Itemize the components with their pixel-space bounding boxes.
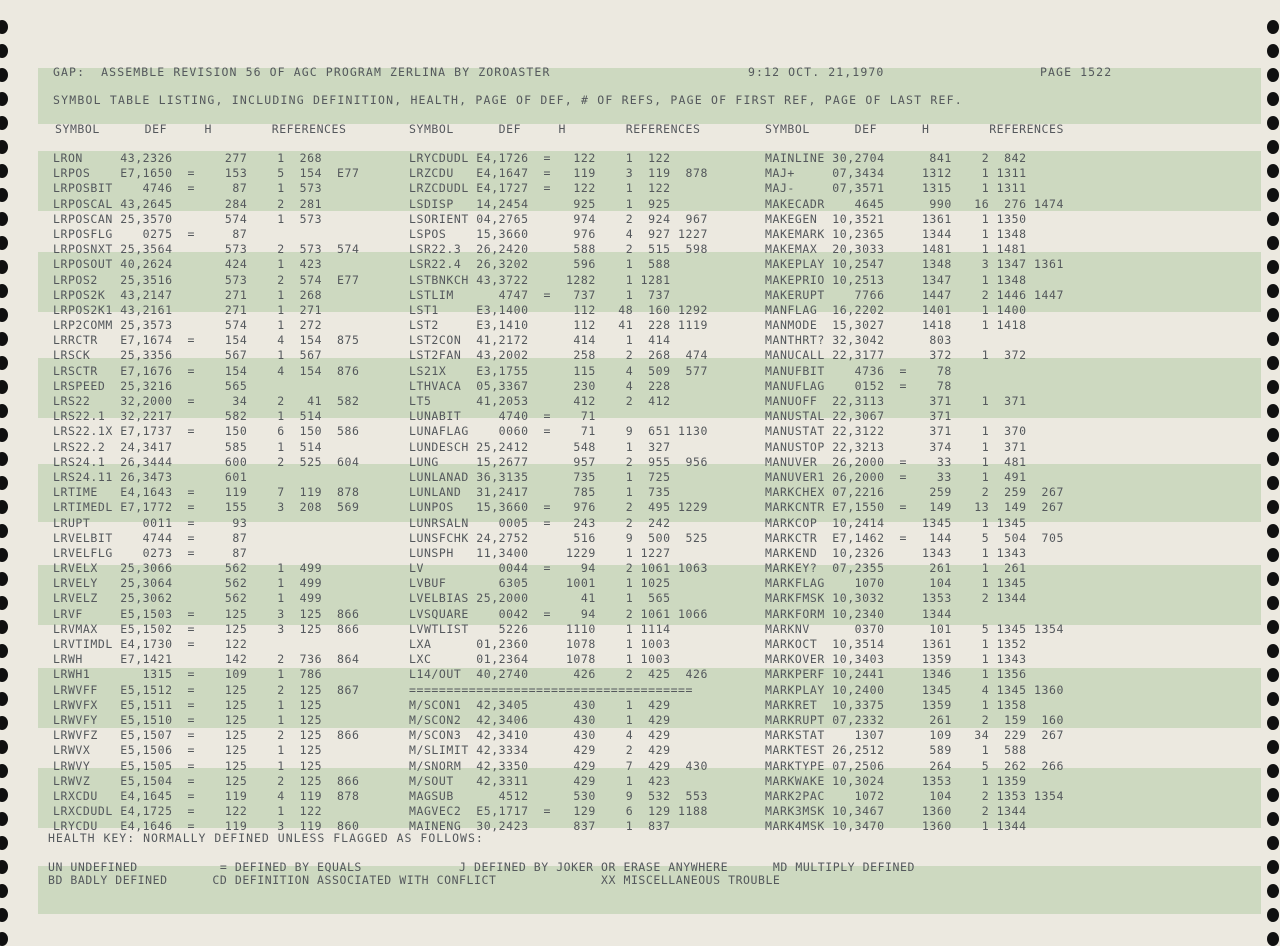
symbol-row: LXA 01,2360 1078 1 1003 xyxy=(409,637,671,651)
feed-hole xyxy=(0,764,8,778)
symbol-row: MAINENG 30,2423 837 1 837 xyxy=(409,819,671,834)
feed-hole xyxy=(1267,476,1279,490)
feed-hole xyxy=(1267,908,1279,922)
feed-hole xyxy=(0,644,8,658)
feed-hole xyxy=(0,116,8,130)
feed-hole xyxy=(1267,308,1279,322)
feed-hole xyxy=(0,740,8,754)
feed-hole xyxy=(0,500,8,514)
symbol-row: LRYCDU E4,1646 = 119 3 119 860 xyxy=(53,819,360,834)
symbol-row: MARKRUPT 07,2332 261 2 159 160 xyxy=(765,712,1064,727)
feed-hole xyxy=(0,404,8,418)
feed-hole xyxy=(0,476,8,490)
feed-hole xyxy=(0,596,8,610)
symbol-row: L14/OUT 40,2740 426 2 425 426 xyxy=(409,667,708,682)
feed-hole xyxy=(1267,812,1279,826)
symbol-row: LVSQUARE 0042 = 94 2 1061 1066 xyxy=(409,606,708,621)
feed-hole xyxy=(0,356,8,370)
symbol-row: LRWH1 1315 = 109 1 786 xyxy=(53,667,323,682)
symbol-row: MARKEND 10,2326 1343 1 1343 xyxy=(765,545,1027,560)
symbol-row: LRS24.1 26,3444 600 2 525 604 xyxy=(53,454,360,469)
symbol-row: MARKFLAG 1070 104 1 1345 xyxy=(765,576,1027,591)
symbol-row: MANUVER 26,2000 = 33 1 481 xyxy=(765,454,1027,469)
feed-hole xyxy=(0,548,8,562)
symbol-row: LSORIENT 04,2765 974 2 924 967 xyxy=(409,211,708,226)
symbol-row: LRVTIMDL E4,1730 = 122 xyxy=(53,637,248,651)
feed-hole xyxy=(1267,500,1279,514)
symbol-row: MANUCALL 22,3177 372 1 372 xyxy=(765,348,1027,363)
symbol-row: LRVELY 25,3064 562 1 499 xyxy=(53,576,323,591)
feed-hole xyxy=(0,260,8,274)
symbol-row: MARK2PAC 1072 104 2 1353 1354 xyxy=(765,788,1064,803)
feed-hole xyxy=(0,836,8,850)
feed-hole xyxy=(1267,380,1279,394)
feed-hole xyxy=(1267,548,1279,562)
symbol-row: LVBUF 6305 1001 1 1025 xyxy=(409,576,671,591)
symbol-row: LRPOS E7,1650 = 153 5 154 E77 xyxy=(53,166,360,181)
symbol-row: MARKSTAT 1307 109 34 229 267 xyxy=(765,728,1064,743)
symbol-row: LSR22.3 26,2420 588 2 515 598 xyxy=(409,242,708,257)
feed-hole xyxy=(0,716,8,730)
symbol-row: M/SNORM 42,3350 429 7 429 430 xyxy=(409,758,708,773)
feed-hole xyxy=(0,908,8,922)
symbol-row: LUNSFCHK 24,2752 516 9 500 525 xyxy=(409,530,708,545)
feed-hole xyxy=(1267,620,1279,634)
listing-subtitle: SYMBOL TABLE LISTING, INCLUDING DEFINITION, HEALTH, PAGE OF DEF, # OF REFS, PAGE OF FIRST REF, PAGE OF LAST REF. xyxy=(53,93,963,107)
symbol-row: LRWH E7,1421 142 2 736 864 xyxy=(53,652,360,667)
symbol-row: LRXCDU E4,1645 = 119 4 119 878 xyxy=(53,788,360,803)
symbol-row: LUNPOS 15,3660 = 976 2 495 1229 xyxy=(409,500,708,515)
feed-hole xyxy=(1267,140,1279,154)
symbol-row: LRWVFZ E5,1507 = 125 2 125 866 xyxy=(53,728,360,743)
feed-hole xyxy=(1267,428,1279,442)
symbol-row: M/SCON3 42,3410 430 4 429 xyxy=(409,728,671,743)
feed-hole xyxy=(0,164,8,178)
feed-hole xyxy=(1267,92,1279,106)
symbol-row: LSTLIM 4747 = 737 1 737 xyxy=(409,287,671,302)
symbol-row: MARKFMSK 10,3032 1353 2 1344 xyxy=(765,591,1027,606)
feed-hole xyxy=(0,812,8,826)
symbol-row: LRVELFLG 0273 = 87 xyxy=(53,545,248,560)
symbol-row: LRUPT 0011 = 93 xyxy=(53,515,248,530)
symbol-row: MAKEPLAY 10,2547 1348 3 1347 1361 xyxy=(765,257,1064,272)
health-key-title: HEALTH KEY: NORMALLY DEFINED UNLESS FLAGGED AS FOLLOWS: xyxy=(48,831,484,845)
symbol-row: MAKEPRIO 10,2513 1347 1 1348 xyxy=(765,272,1027,287)
symbol-row: MAINLINE 30,2704 841 2 842 xyxy=(765,151,1027,165)
feed-hole xyxy=(1267,332,1279,346)
symbol-row: MARKFORM 10,2340 1344 xyxy=(765,606,952,621)
feed-hole xyxy=(1267,284,1279,298)
symbol-row: LRPOSOUT 40,2624 424 1 423 xyxy=(53,257,323,272)
symbol-row: LRS22.1 32,2217 582 1 514 xyxy=(53,409,323,424)
feed-hole xyxy=(1267,188,1279,202)
symbol-row: LRZCDUDL E4,1727 = 122 1 122 xyxy=(409,181,671,196)
feed-hole xyxy=(1267,668,1279,682)
symbol-row: MARKCTR E7,1462 = 144 5 504 705 xyxy=(765,530,1064,545)
symbol-row: M/SOUT 42,3311 429 1 423 xyxy=(409,773,671,788)
symbol-row: MAGSUB 4512 530 9 532 553 xyxy=(409,788,708,803)
listing-datetime: 9:12 OCT. 21,1970 xyxy=(748,65,885,79)
symbol-row: LXC 01,2364 1078 1 1003 xyxy=(409,652,671,667)
symbol-row: LS21X E3,1755 115 4 509 577 xyxy=(409,363,708,378)
feed-hole xyxy=(1267,20,1279,34)
symbol-row: MAGVEC2 E5,1717 = 129 6 129 1188 xyxy=(409,804,708,819)
symbol-row: LRPOSBIT 4746 = 87 1 573 xyxy=(53,181,323,196)
symbol-row: LV 0044 = 94 2 1061 1063 xyxy=(409,561,708,576)
symbol-row: ====================================== xyxy=(409,682,693,697)
symbol-row: LRVELBIT 4744 = 87 xyxy=(53,530,248,545)
feed-hole xyxy=(1267,836,1279,850)
feed-hole xyxy=(1267,404,1279,418)
feed-hole xyxy=(1267,596,1279,610)
symbol-row: MARKCHEX 07,2216 259 2 259 267 xyxy=(765,485,1064,500)
symbol-row: MANUSTAT 22,3122 371 1 370 xyxy=(765,424,1027,439)
symbol-row: LRPOSFLG 0275 = 87 xyxy=(53,226,248,241)
symbol-row: LVELBIAS 25,2000 41 1 565 xyxy=(409,591,671,606)
feed-hole xyxy=(1267,740,1279,754)
symbol-row: LRPOS2K 43,2147 271 1 268 xyxy=(53,287,323,302)
symbol-row: LRWVY E5,1505 = 125 1 125 xyxy=(53,758,323,773)
symbol-row: LSTBNKCH 43,3722 1282 1 1281 xyxy=(409,272,671,287)
symbol-row: MARKCOP 10,2414 1345 1 1345 xyxy=(765,515,1027,530)
symbol-row: MARKNV 0370 101 5 1345 1354 xyxy=(765,621,1064,636)
symbol-row: MAKEGEN 10,3521 1361 1 1350 xyxy=(765,211,1027,226)
symbol-row: MANUFLAG 0152 = 78 xyxy=(765,378,952,393)
feed-hole xyxy=(1267,452,1279,466)
symbol-row: LUNRSALN 0005 = 243 2 242 xyxy=(409,515,671,530)
feed-hole xyxy=(1267,716,1279,730)
feed-hole xyxy=(1267,764,1279,778)
feed-hole xyxy=(0,884,8,898)
feed-hole xyxy=(0,620,8,634)
symbol-row: LRPOS2K1 43,2161 271 1 271 xyxy=(53,302,323,317)
feed-hole xyxy=(0,284,8,298)
feed-hole xyxy=(0,20,8,34)
feed-hole xyxy=(1267,44,1279,58)
symbol-row: MARKRET 10,3375 1359 1 1358 xyxy=(765,697,1027,712)
symbol-row: MARKCNTR E7,1550 = 149 13 149 267 xyxy=(765,500,1064,515)
feed-hole xyxy=(1267,236,1279,250)
feed-hole xyxy=(0,140,8,154)
symbol-row: MAKEMAX 20,3033 1481 1 1481 xyxy=(765,242,1027,257)
symbol-row: MARKOCT 10,3514 1361 1 1352 xyxy=(765,637,1027,651)
symbol-row: LST2CON 41,2172 414 1 414 xyxy=(409,333,671,348)
feed-hole xyxy=(0,668,8,682)
symbol-row: MARKEY? 07,2355 261 1 261 xyxy=(765,561,1027,576)
symbol-row: LRSCK 25,3356 567 1 567 xyxy=(53,348,323,363)
symbol-row: MARKOVER 10,3403 1359 1 1343 xyxy=(765,652,1027,667)
feed-hole xyxy=(0,572,8,586)
symbol-row: MAJ- 07,3571 1315 1 1311 xyxy=(765,181,1027,196)
symbol-row: LRVMAX E5,1502 = 125 3 125 866 xyxy=(53,621,360,636)
feed-hole xyxy=(1267,260,1279,274)
symbol-row: LRWVX E5,1506 = 125 1 125 xyxy=(53,743,323,758)
symbol-row: M/SCON1 42,3405 430 1 429 xyxy=(409,697,671,712)
feed-hole xyxy=(0,428,8,442)
feed-hole xyxy=(1267,356,1279,370)
feed-hole xyxy=(1267,884,1279,898)
symbol-row: LRTIME E4,1643 = 119 7 119 878 xyxy=(53,485,360,500)
symbol-row: LRWVFY E5,1510 = 125 1 125 xyxy=(53,712,323,727)
symbol-row: LRVF E5,1503 = 125 3 125 866 xyxy=(53,606,360,621)
feed-hole xyxy=(0,932,8,946)
symbol-row: LUNLANAD 36,3135 735 1 725 xyxy=(409,469,671,484)
symbol-row: LRS24.11 26,3473 601 xyxy=(53,469,248,484)
column-header-3: SYMBOL DEF H REFERENCES xyxy=(765,122,1064,136)
symbol-row: LSR22.4 26,3202 596 1 588 xyxy=(409,257,671,272)
symbol-row: LST1 E3,1400 112 48 160 1292 xyxy=(409,302,708,317)
symbol-row: MARKWAKE 10,3024 1353 1 1359 xyxy=(765,773,1027,788)
symbol-row: LRZCDU E4,1647 = 119 3 119 878 xyxy=(409,166,708,181)
symbol-row: LUNABIT 4740 = 71 xyxy=(409,409,596,424)
symbol-row: MANFLAG 16,2202 1401 1 1400 xyxy=(765,302,1027,317)
symbol-row: MANTHRT? 32,3042 803 xyxy=(765,333,952,348)
feed-hole xyxy=(1267,68,1279,82)
feed-hole xyxy=(1267,572,1279,586)
feed-hole xyxy=(1267,692,1279,706)
column-header-1: SYMBOL DEF H REFERENCES xyxy=(55,122,347,136)
feed-hole xyxy=(0,380,8,394)
symbol-row: LRWVFX E5,1511 = 125 1 125 xyxy=(53,697,323,712)
column-header-2: SYMBOL DEF H REFERENCES xyxy=(409,122,701,136)
symbol-row: MARKPERF 10,2441 1346 1 1356 xyxy=(765,667,1027,682)
symbol-row: LVWTLIST 5226 1110 1 1114 xyxy=(409,621,671,636)
feed-hole xyxy=(1267,116,1279,130)
symbol-row: LRPOS2 25,3516 573 2 574 E77 xyxy=(53,272,360,287)
symbol-row: LRWVZ E5,1504 = 125 2 125 866 xyxy=(53,773,360,788)
feed-hole xyxy=(0,308,8,322)
feed-hole xyxy=(0,212,8,226)
feed-hole xyxy=(0,332,8,346)
symbol-row: LRPOSCAN 25,3570 574 1 573 xyxy=(53,211,323,226)
symbol-row: LRSPEED 25,3216 565 xyxy=(53,378,248,393)
feed-hole xyxy=(0,92,8,106)
feed-hole xyxy=(0,788,8,802)
symbol-row: MANUSTOP 22,3213 374 1 371 xyxy=(765,439,1027,454)
feed-hole xyxy=(0,68,8,82)
symbol-row: LUNSPH 11,3400 1229 1 1227 xyxy=(409,545,671,560)
symbol-row: LUNDESCH 25,2412 548 1 327 xyxy=(409,439,671,454)
symbol-row: MARK3MSK 10,3467 1360 2 1344 xyxy=(765,804,1027,819)
symbol-row: MARKTYPE 07,2506 264 5 262 266 xyxy=(765,758,1064,773)
symbol-row: LRXCDUDL E4,1725 = 122 1 122 xyxy=(53,804,323,819)
symbol-column-1 xyxy=(53,151,359,834)
symbol-row: LRS22.1X E7,1737 = 150 6 150 586 xyxy=(53,424,360,439)
symbol-row: LRYCDUDL E4,1726 = 122 1 122 xyxy=(409,151,671,165)
symbol-row: MAKECADR 4645 990 16 276 1474 xyxy=(765,196,1064,211)
feed-hole xyxy=(1267,164,1279,178)
symbol-row: MANMODE 15,3027 1418 1 1418 xyxy=(765,318,1027,333)
symbol-row: LRVELX 25,3066 562 1 499 xyxy=(53,561,323,576)
symbol-row: LRTIMEDL E7,1772 = 155 3 208 569 xyxy=(53,500,360,515)
feed-hole xyxy=(1267,932,1279,946)
symbol-row: LST2 E3,1410 112 41 228 1119 xyxy=(409,318,708,333)
symbol-row: LRRCTR E7,1674 = 154 4 154 875 xyxy=(53,333,360,348)
symbol-row: MANUFBIT 4736 = 78 xyxy=(765,363,952,378)
symbol-column-2 xyxy=(409,151,708,834)
feed-hole xyxy=(0,236,8,250)
feed-hole xyxy=(1267,524,1279,538)
health-key-line-2: BD BADLY DEFINED CD DEFINITION ASSOCIATED WITH CONFLICT XX MISCELLANEOUS TROUBLE xyxy=(48,873,781,887)
symbol-row: LTHVACA 05,3367 230 4 228 xyxy=(409,378,671,393)
symbol-row: LRPOSCAL 43,2645 284 2 281 xyxy=(53,196,323,211)
feed-hole xyxy=(0,524,8,538)
feed-hole xyxy=(1267,860,1279,874)
feed-hole xyxy=(1267,212,1279,226)
symbol-row: LRS22 32,2000 = 34 2 41 582 xyxy=(53,394,360,408)
symbol-row: LRVELZ 25,3062 562 1 499 xyxy=(53,591,323,606)
symbol-row: LRWVFF E5,1512 = 125 2 125 867 xyxy=(53,682,360,697)
symbol-row: LRPOSNXT 25,3564 573 2 573 574 xyxy=(53,242,360,257)
page-number: PAGE 1522 xyxy=(1040,65,1113,79)
symbol-row: MARKPLAY 10,2400 1345 4 1345 1360 xyxy=(765,682,1064,697)
symbol-row: M/SCON2 42,3406 430 1 429 xyxy=(409,712,671,727)
symbol-row: LUNAFLAG 0060 = 71 9 651 1130 xyxy=(409,424,708,439)
symbol-row: LRP2COMM 25,3573 574 1 272 xyxy=(53,318,323,333)
symbol-row: LT5 41,2053 412 2 412 xyxy=(409,394,671,408)
feed-hole xyxy=(0,188,8,202)
feed-hole xyxy=(0,44,8,58)
symbol-row: LRON 43,2326 277 1 268 xyxy=(53,151,323,165)
symbol-row: MAJ+ 07,3434 1312 1 1311 xyxy=(765,166,1027,181)
symbol-row: M/SLIMIT 42,3334 429 2 429 xyxy=(409,743,671,758)
symbol-row: LUNG 15,2677 957 2 955 956 xyxy=(409,454,708,469)
feed-hole xyxy=(0,860,8,874)
health-key-line-1: UN UNDEFINED = DEFINED BY EQUALS J DEFINED BY JOKER OR ERASE ANYWHERE MD MULTIPLY DEFINED xyxy=(48,860,915,874)
listing-title: GAP: ASSEMBLE REVISION 56 OF AGC PROGRAM ZERLINA BY ZOROASTER xyxy=(53,65,551,79)
symbol-row: MARKTEST 26,2512 589 1 588 xyxy=(765,743,1027,758)
symbol-row: LUNLAND 31,2417 785 1 735 xyxy=(409,485,671,500)
symbol-row: LRSCTR E7,1676 = 154 4 154 876 xyxy=(53,363,360,378)
symbol-row: LRS22.2 24,3417 585 1 514 xyxy=(53,439,323,454)
symbol-column-3 xyxy=(765,151,1064,834)
symbol-row: MANUSTAL 22,3067 371 xyxy=(765,409,952,424)
symbol-row: MANUOFF 22,3113 371 1 371 xyxy=(765,394,1027,408)
symbol-row: LSPOS 15,3660 976 4 927 1227 xyxy=(409,226,708,241)
symbol-row: MANUVER1 26,2000 = 33 1 491 xyxy=(765,469,1027,484)
feed-hole xyxy=(1267,644,1279,658)
feed-hole xyxy=(0,692,8,706)
feed-hole xyxy=(1267,788,1279,802)
symbol-row: LSDISP 14,2454 925 1 925 xyxy=(409,196,671,211)
symbol-row: LST2FAN 43,2002 258 2 268 474 xyxy=(409,348,708,363)
symbol-row: MAKEMARK 10,2365 1344 1 1348 xyxy=(765,226,1027,241)
symbol-row: MARK4MSK 10,3470 1360 1 1344 xyxy=(765,819,1027,834)
feed-hole xyxy=(0,452,8,466)
symbol-row: MAKERUPT 7766 1447 2 1446 1447 xyxy=(765,287,1064,302)
